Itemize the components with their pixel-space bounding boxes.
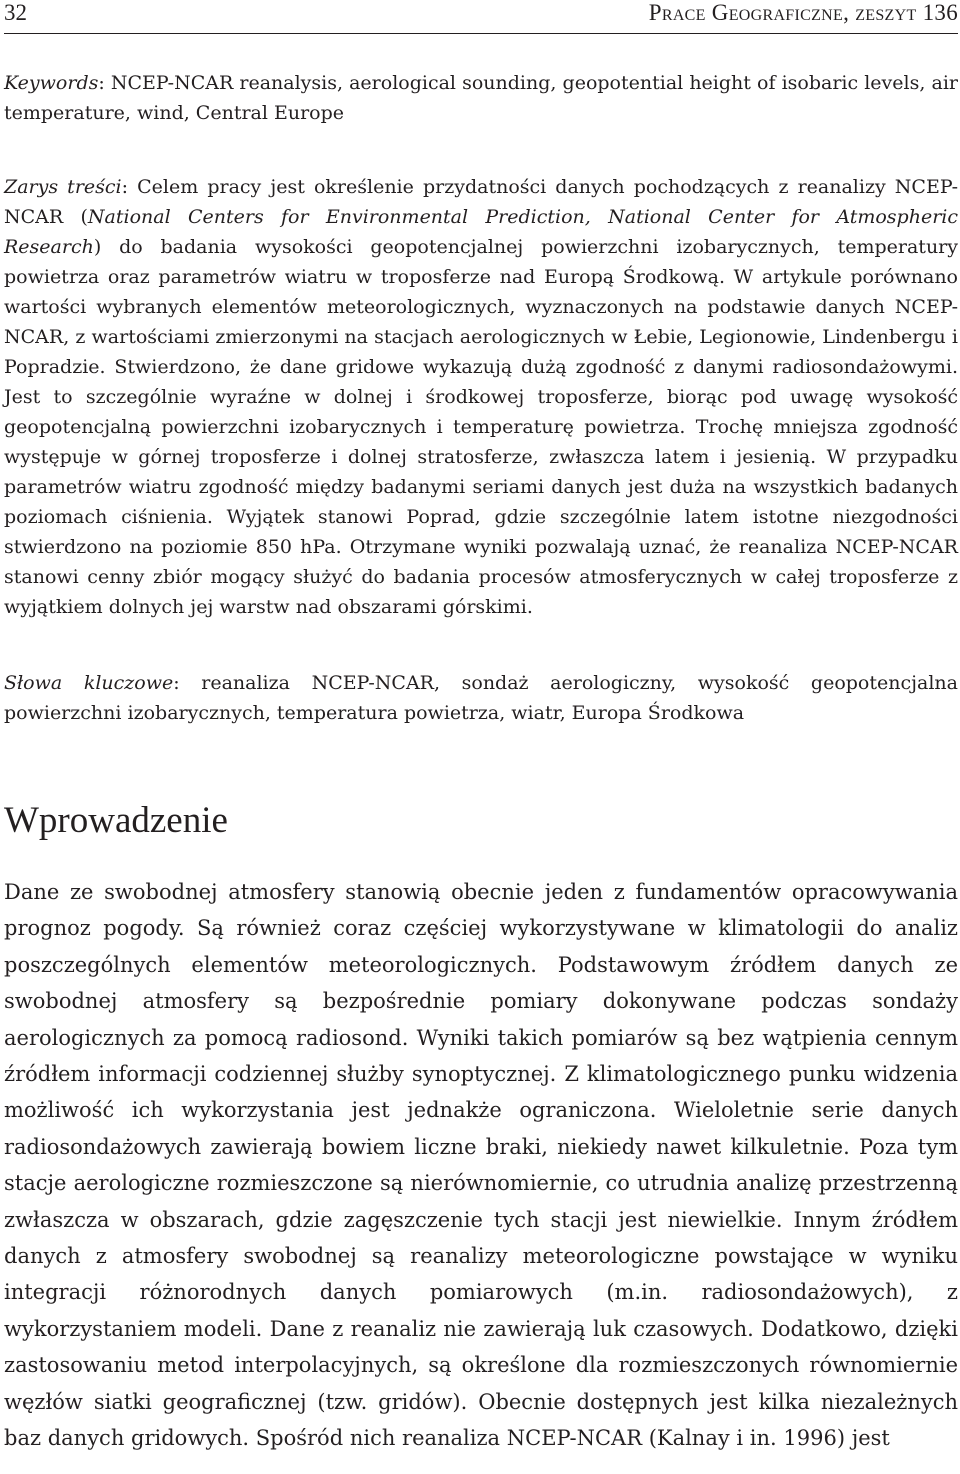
abstract-italic-name: National Centers for Environmental Prediction, National Center for Atmospheric Research bbox=[4, 206, 958, 258]
abstract-text-rest: ) do badania wysokości geopotencjalnej powierzchni izobarycznych, temperatury powietrza oraz parametrów wiatru w troposferze nad Europą Środkową. W artykule porównano wartości wybranych elementów meteorologicznych, wyznaczonych na podstawie danych NCEP-NCAR, z wartościami zmierzonymi na stacjach aerologicznych w Łebie, Legionowie, Lindenbergu i Popradzie. Stwierdzono, że dane gridowe wykazują dużą zgodność z danymi radiosondażowymi. Jest to szczególnie wyraźne w dolnej i środkowej troposferze, biorąc pod uwagę wysokość geopotencjalną powierzchni izobarycznych i temperaturę powietrza. Trochę mniejsza zgodność występuje w górnej troposferze i dolnej stratosferze, zwłaszcza latem i jesienią. W przypadku parametrów wiatru zgodność między badanymi seriami danych jest duża na wszystkich badanych poziomach ciśnienia. Wyjątek stanowi Poprad, gdzie szczególnie latem istotne niezgodności stwierdzono na poziomie 850 hPa. Otrzymane wyniki pozwalają uznać, że reanaliza NCEP-NCAR stanowi cenny zbiór mogący służyć do badania procesów atmosferycznych w całej troposferze z wyjątkiem dolnych jej warstw nad obszarami górskimi. bbox=[4, 236, 958, 618]
page-number: 32 bbox=[4, 0, 27, 25]
running-header bbox=[4, 0, 958, 34]
journal-title: Prace Geograficzne, zeszyt 136 bbox=[648, 0, 958, 25]
keywords-english bbox=[4, 68, 958, 128]
intro-paragraph: Dane ze swobodnej atmosfery stanowią obecnie jeden z fundamentów opracowywania prognoz pogody. Są również coraz częściej wykorzystywane w klimatologii do analiz poszczególnych elementów meteorologicznych. Podstawowym źródłem danych ze swobodnej atmosfery są bezpośrednie pomiary dokonywane podczas sondaży aerologicznych za pomocą radiosond. Wyniki takich pomiarów są bez wątpienia cennym źródłem informacji codziennej służby synoptycznej. Z klimatologicznego punku widzenia możliwość ich wykorzystania jest jednakże ograniczona. Wieloletnie serie danych radiosondażowych zawierają bowiem liczne braki, niekiedy nawet kilkuletnie. Poza tym stacje aerologiczne rozmieszczone są nierównomiernie, co utrudnia analizę przestrzenną zwłaszcza w obszarach, gdzie zagęszczenie tych stacji jest niewielkie. Innym źródłem danych z atmosfery swobodnej są reanalizy meteorologiczne powstające w wyniku integracji różnorodnych danych pomiarowych (m.in. radiosondażowych), z wykorzystaniem modeli. Dane z reanaliz nie zawierają luk czasowych. Dodatkowo, dzięki zastosowaniu metod interpolacyjnych, są określone dla rozmieszczonych równomiernie węzłów siatki geograficznej (tzw. gridów). Obecnie dostępnych jest kilka niezależnych baz danych gridowych. Spośród nich reanaliza NCEP-NCAR (Kalnay i in. 1996) jest bbox=[4, 880, 958, 1451]
keywords-text: : NCEP-NCAR reanalysis, aerological sounding, geopotential height of isobaric levels, air temperature, wind, Central Europe bbox=[4, 72, 958, 124]
abstract bbox=[4, 172, 958, 622]
section-heading: Wprowadzenie bbox=[4, 800, 228, 841]
keywords-label: Keywords bbox=[4, 72, 99, 94]
keywords-polish bbox=[4, 668, 958, 728]
abstract-label: Zarys treści bbox=[4, 176, 122, 198]
keywords-pl-label: Słowa kluczowe bbox=[4, 672, 174, 694]
keywords-pl-text: : reanaliza NCEP-NCAR, sondaż aerologiczny, wysokość geopotencjalna powierzchni izobarycznych, temperatura powietrza, wiatr, Europa Środkowa bbox=[4, 672, 958, 724]
abstract-text-start: : Celem pracy jest określenie przydatności danych pochodzących z reanalizy NCEP-NCAR ( bbox=[4, 176, 958, 228]
document-page bbox=[4, 0, 958, 1451]
